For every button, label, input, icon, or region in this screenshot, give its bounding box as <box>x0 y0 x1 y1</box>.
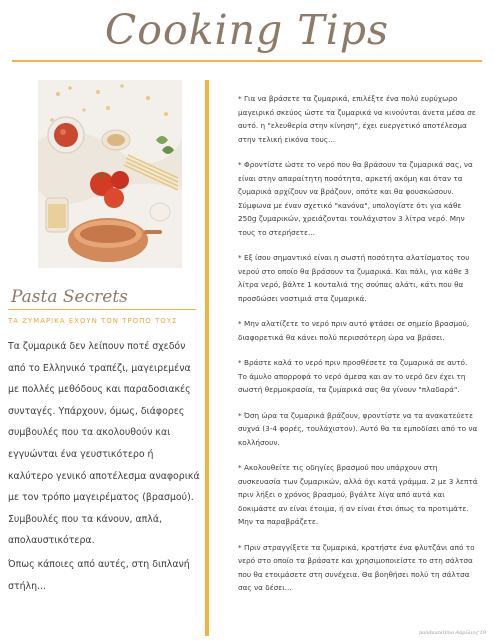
title-divider <box>12 60 482 62</box>
kitchen-photo <box>38 80 182 268</box>
kitchen-photo-illustration <box>38 80 182 268</box>
tip-item: * Όση ώρα τα ζυμαρικά βράζουν, φροντίστε να τα ανακατεύετε συχνά (3-4 φορές, τουλάχιστον). Αυτό θα τα εμποδίσει από το να κολλήσουν. <box>238 410 478 447</box>
section-subheading: ΤΑ ΖΥΜΑΡΙΚΑ ΕΧΟΥΝ ΤΟΝ ΤΡΟΠΟ ΤΟΥΣ <box>8 317 178 325</box>
intro-text <box>8 336 200 599</box>
tip-item: * Βράστε καλά το νερό πριν προσθέσετε τα ζυμαρικά σε αυτό. Το άμυλο απορροφά το νερό άμεσα και αν το νερό δεν έχει τη σωστή θερμοκρασία, τα ζυμαρικά σας θα γίνουν "πλαδαρά". <box>238 358 468 394</box>
tip-item: * Εξ ίσου σημαντικό είναι η σωστή ποσότητα αλατίσματος του νερού στο οποίο θα βράσουν τα ζυμαρικά. Και πάλι, για κάθε 3 λίτρα νερό, βάλτε 1 κουταλιά της σούπας αλάτι, κάτι που θα προσδώσει νοστιμιά στα ζυμαρικά. <box>238 253 470 303</box>
section-divider <box>8 309 196 310</box>
page-title: Cooking Tips <box>104 6 390 54</box>
intro-paragraph: Τα ζυμαρικά δεν λείπουν ποτέ σχεδόν από το Ελληνικό τραπέζι, μαγειρεμένα με πολλές μεθόδους και παραδοσιακές συνταγές. Υπάρχουν, όμως, διάφορες συμβουλές που τα ακολουθούν και εγγυώνται ένα γευστικότερο ή καλύτερο γενικό αποτέλεσμα αναφορικά με τον τρόπο μαγειρέματος (βρασμού). Συμβουλές που τα κάνουν, απλά, απολαυστικότερα. <box>8 341 200 547</box>
tip-item: * Μην αλατίζετε το νερό πριν αυτό φτάσει σε σημείο βρασμού, διαφορετικά θα κάνει πολύ περισσότερη ώρα να βράσει. <box>238 319 470 342</box>
tip-item: * Πριν στραγγίξετε τα ζυμαρικά, κρατήστε ένα φλυτζάνι από το νερό στο οποίο τα βράσατε και χρησιμοποιείστε το στη σάλτσα που θα ετοιμάσετε στη συνέχεια. Θα βοηθήσει πολύ τη σάλτσα σας να δέσει... <box>238 542 475 592</box>
footer-credit: pandaunitimo Απρίλιος'19 <box>418 630 486 636</box>
tips-column <box>238 92 478 607</box>
intro-paragraph: Όπως κάποιες από αυτές, στη διπλανή στήλη... <box>8 558 190 592</box>
column-accent-bar <box>205 80 209 636</box>
tip-item: * Ακολουθείτε τις οδηγίες βρασμού που υπάρχουν στη συσκευασία των ζυμαρικών, αλλά όχι κατά γράμμα. 2 με 3 λεπτά πριν λήξει ο χρόνος βρασμού, βγάλτε λίγα από αυτά και δοκιμάστε αν είναι έτοιμα, ή αν είναι έτσι όπως τα προτιμάτε. Μην τα παραβράζετε. <box>238 463 478 526</box>
section-heading: Pasta Secrets <box>11 287 128 307</box>
tip-item: * Φροντίστε ώστε το νερό που θα βράσουν τα ζυμαρικά σας, να είναι στην απαραίτητη ποσότητα, αρκετή ακόμη και όταν τα ζυμαρικά αρχίζουν να βράζουν, οπότε και θα φουσκώσουν. Σύμφωνα με έναν σχετικό "κανόνα", υπολογίστε ότι για κάθε 250g ζυμαρικών, χρειάζονται τουλάχιστον 3 λίτρα νερό. Μην τους το στερήσετε... <box>238 160 473 237</box>
tip-item: * Για να βράσετε τα ζυμαρικά, επιλέξτε ένα πολύ ευρύχωρο μαγειρικό σκεύος ώστε τα ζυμαρικά να κινούνται άνετα μέσα σε αυτό. η "ελευθερία στην κίνηση", έχει ευεργετικό αποτέλεσμα στην τελική εικόνα τους... <box>238 94 476 144</box>
